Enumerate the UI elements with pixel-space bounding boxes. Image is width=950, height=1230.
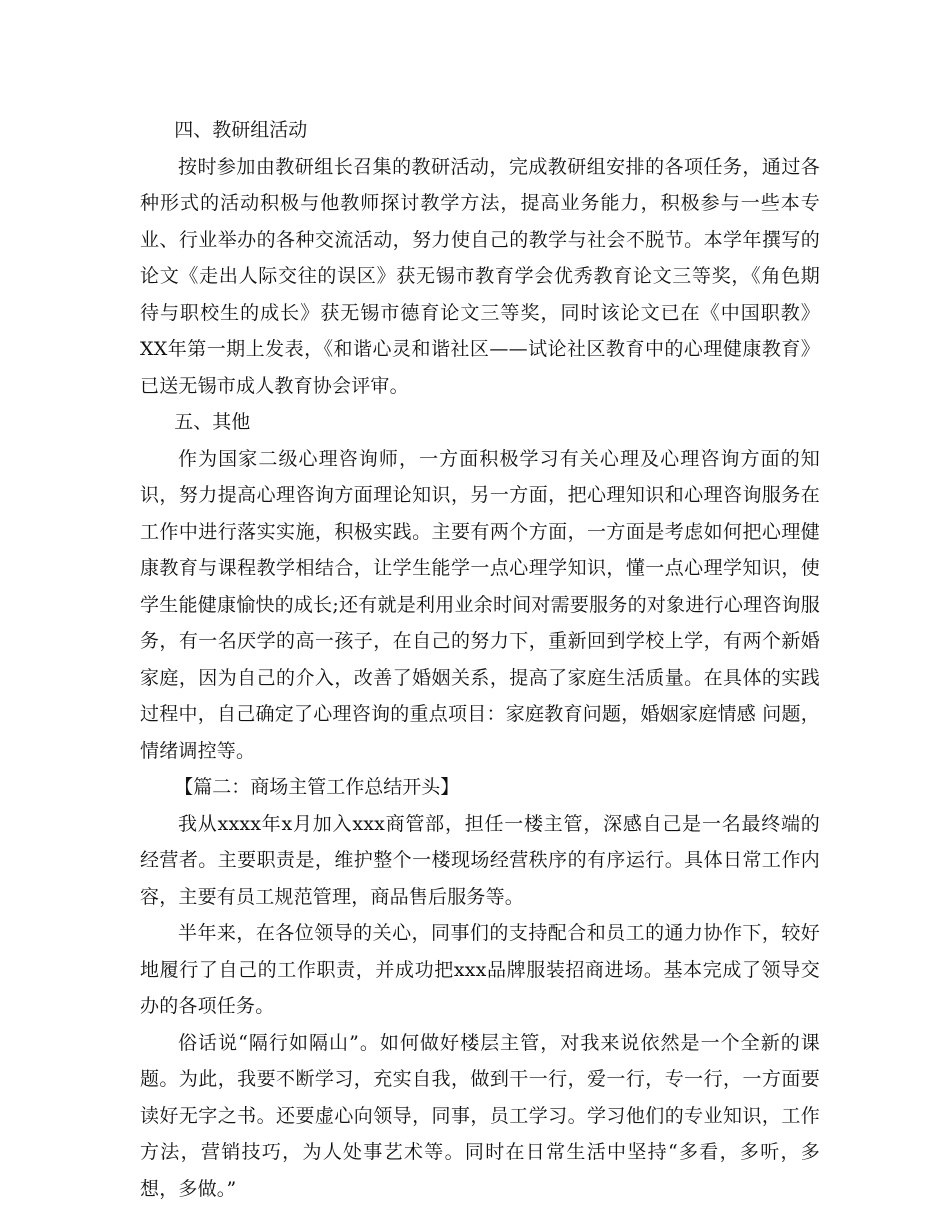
paragraph-half-year: 半年来，在各位领导的关心，同事们的支持配合和员工的通力协作下，较好地履行了自己的工作职责，并成功把xxx品牌服装招商进场。基本完成了领导交办的各项任务。 <box>140 922 820 1017</box>
paragraph-duties: 我从xxxx年x月加入xxx商管部，担任一楼主管，深感自己是一名最终端的经营者。主要职责是，维护整个一楼现场经营秩序的有序运行。具体日常工作内容，主要有员工规范管理，商品售后服务等。 <box>140 812 820 908</box>
section-heading-other: 五、其他 <box>174 411 251 433</box>
paragraph-other: 作为国家二级心理咨询师，一方面积极学习有关心理及心理咨询方面的知识，努力提高心理咨询方面理论知识，另一方面，把心理知识和心理咨询服务在工作中进行落实实施，积极实践。主要有两个方面，一方面是考虑如何把心理健康教育与课程教学相结合，让学生能学一点心理学知识，懂一点心理学知识，使学生能健康愉快的成长;还有就是利用业余时间对需要服务的对象进行心理咨询服务，有一名厌学的高一孩子，在自己的努力下，重新回到学校上学，有两个新婚家庭，因为自己的介入，改善了婚姻关系，提高了家庭生活质量。在具体的实践过程中，自己确定了心理咨询的重点项目：家庭教育问题，婚姻家庭情感 问题，情绪调控等。 <box>140 447 820 762</box>
document-page <box>140 112 820 1207</box>
section-heading-teaching-research: 四、教研组活动 <box>174 119 308 141</box>
section-heading-part-two: 【篇二：商场主管工作总结开头】 <box>174 776 460 798</box>
paragraph-learning: 俗话说“隔行如隔山”。如何做好楼层主管，对我来说依然是一个全新的课题。为此，我要不断学习，充实自我，做到干一行，爱一行，专一行，一方面要读好无字之书。还要虚心向领导，同事，员工学习。学习他们的专业知识，工作方法，营销技巧，为人处事艺术等。同时在日常生活中坚持“多看，多听，多想，多做。” <box>140 1031 820 1200</box>
paragraph-teaching-research: 按时参加由教研组长召集的教研活动，完成教研组安排的各项任务，通过各种形式的活动积极与他教师探讨教学方法，提高业务能力，积极参与一些本专业、行业举办的各种交流活动，努力使自己的教学与社会不脱节。本学年撰写的论文《走出人际交往的误区》获无锡市教育学会优秀教育论文三等奖，《角色期待与职校生的成长》获无锡市德育论文三等奖，同时该论文已在《中国职教》XX年第一期上发表，《和谐心灵和谐社区——试论社区教育中的心理健康教育》已送无锡市成人教育协会评审。 <box>140 155 820 397</box>
